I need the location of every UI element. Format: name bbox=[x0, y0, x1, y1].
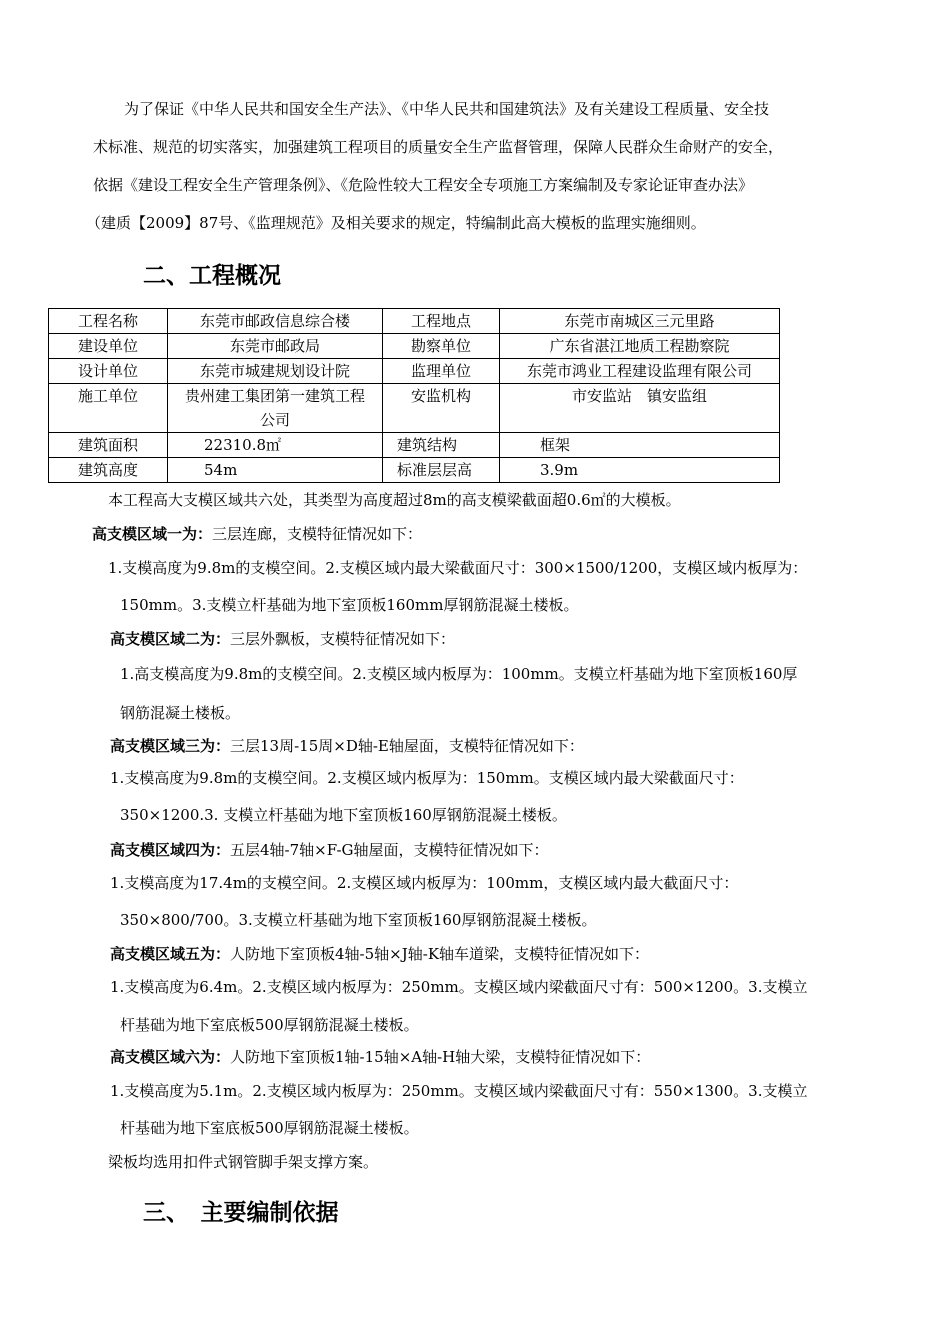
zone-desc: 人防地下室顶板1轴-15轴×A轴-H轴大梁，支模特征情况如下： bbox=[230, 1048, 651, 1066]
table-cell: 监理单位 bbox=[383, 359, 500, 384]
table-cell: 东莞市鸿业工程建设监理有限公司 bbox=[500, 359, 780, 384]
zone-desc: 三层13周-15周×D轴-E轴屋面，支模特征情况如下： bbox=[230, 737, 584, 755]
zone-desc: 人防地下室顶板4轴-5轴×J轴-K轴车道梁，支模特征情况如下： bbox=[230, 945, 650, 963]
table-cell: 建筑结构 bbox=[383, 433, 500, 458]
zone-5-line-2: 杆基础为地下室底板500厚钢筋混凝土楼板。 bbox=[120, 1016, 419, 1034]
zone-label: 高支模区域一为： bbox=[92, 525, 213, 543]
intro-line-3: 依据《建设工程安全生产管理条例》、《危险性较大工程安全专项施工方案编制及专家论证审查办法》 bbox=[93, 176, 754, 194]
zone-desc: 五层4轴-7轴×F-G轴屋面，支模特征情况如下： bbox=[230, 841, 549, 859]
zone-4-line-1: 1.支模高度为17.4m的支模空间。2.支模区域内板厚为：100mm，支模区域内最大截面尺寸： bbox=[110, 874, 739, 892]
table-cell: 安监机构 bbox=[383, 384, 500, 433]
zone-2-line-2: 钢筋混凝土楼板。 bbox=[120, 704, 241, 722]
table-cell: 贵州建工集团第一建筑工程公司 bbox=[168, 384, 383, 433]
zone-2-heading bbox=[110, 629, 455, 649]
table-row bbox=[49, 384, 780, 433]
zone-1-line-2: 150mm。3.支模立杆基础为地下室顶板160mm厚钢筋混凝土楼板。 bbox=[120, 596, 579, 614]
zone-desc: 三层外飘板，支模特征情况如下： bbox=[230, 630, 456, 648]
zone-2-line-1: 1.高支模高度为9.8m的支模空间。2.支模区域内板厚为：100mm。支模立杆基础为地下室顶板160厚 bbox=[120, 665, 798, 683]
section-3-heading: 三、 主要编制依据 bbox=[143, 1200, 339, 1226]
zone-6-line-2: 杆基础为地下室底板500厚钢筋混凝土楼板。 bbox=[120, 1119, 419, 1137]
table-cell: 设计单位 bbox=[49, 359, 168, 384]
zone-desc: 三层连廊，支模特征情况如下： bbox=[212, 525, 423, 543]
intro-line-2: 术标准、规范的切实落实，加强建筑工程项目的质量安全生产监督管理，保障人民群众生命财产的安全， bbox=[93, 138, 784, 156]
table-cell: 勘察单位 bbox=[383, 334, 500, 359]
zone-6-heading bbox=[110, 1047, 650, 1067]
zone-6-line-1: 1.支模高度为5.1m。2.支模区域内板厚为：250mm。支模区域内梁截面尺寸有：550×1300。3.支模立 bbox=[110, 1082, 808, 1100]
intro-line-1: 为了保证《中华人民共和国安全生产法》、《中华人民共和国建筑法》及有关建设工程质量、安全技 bbox=[124, 100, 770, 118]
table-cell: 框架 bbox=[500, 433, 780, 458]
zone-3-heading bbox=[110, 736, 584, 756]
table-cell: 建筑面积 bbox=[49, 433, 168, 458]
summary-text: 本工程高大支模区域共六处，其类型为高度超过8m的高支模梁截面超0.6㎡的大模板。 bbox=[108, 491, 681, 509]
section-2-heading: 二、工程概况 bbox=[143, 263, 281, 289]
table-cell: 东莞市南城区三元里路 bbox=[500, 309, 780, 334]
zone-4-line-2: 350×800/700。3.支模立杆基础为地下室顶板160厚钢筋混凝土楼板。 bbox=[120, 911, 597, 929]
table-row bbox=[49, 334, 780, 359]
table-cell: 建筑高度 bbox=[49, 458, 168, 483]
zone-5-heading bbox=[110, 944, 649, 964]
zone-1-line-1: 1.支模高度为9.8m的支模空间。2.支模区域内最大梁截面尺寸：300×1500/1200，支模区域内板厚为： bbox=[108, 559, 808, 577]
zone-3-line-2: 350×1200.3. 支模立杆基础为地下室顶板160厚钢筋混凝土楼板。 bbox=[120, 806, 567, 824]
zone-label: 高支模区域五为： bbox=[110, 945, 231, 963]
zone-label: 高支模区域四为： bbox=[110, 841, 231, 859]
table-cell: 工程名称 bbox=[49, 309, 168, 334]
table-cell: 东莞市城建规划设计院 bbox=[168, 359, 383, 384]
table-cell: 建设单位 bbox=[49, 334, 168, 359]
zone-1-heading bbox=[92, 524, 422, 544]
intro-line-4: （建质【2009】87号、《监理规范》及相关要求的规定，特编制此高大模板的监理实施细则。 bbox=[86, 214, 706, 232]
table-cell: 市安监站 镇安监组 bbox=[500, 384, 780, 433]
table-row bbox=[49, 359, 780, 384]
table-cell: 施工单位 bbox=[49, 384, 168, 433]
table-cell: 标准层层高 bbox=[383, 458, 500, 483]
project-info-table bbox=[48, 308, 780, 483]
closing-text: 梁板均选用扣件式钢管脚手架支撑方案。 bbox=[108, 1153, 379, 1171]
zone-3-line-1: 1.支模高度为9.8m的支模空间。2.支模区域内板厚为：150mm。支模区域内最大梁截面尺寸： bbox=[110, 769, 744, 787]
table-cell: 3.9m bbox=[500, 458, 780, 483]
table-cell: 广东省湛江地质工程勘察院 bbox=[500, 334, 780, 359]
table-row bbox=[49, 433, 780, 458]
zone-5-line-1: 1.支模高度为6.4m。2.支模区域内板厚为：250mm。支模区域内梁截面尺寸有：500×1200。3.支模立 bbox=[110, 978, 808, 996]
table-cell: 东莞市邮政信息综合楼 bbox=[168, 309, 383, 334]
zone-label: 高支模区域二为： bbox=[110, 630, 231, 648]
zone-label: 高支模区域六为： bbox=[110, 1048, 231, 1066]
table-cell: 22310.8㎡ bbox=[168, 433, 383, 458]
table-row bbox=[49, 309, 780, 334]
table-cell: 54m bbox=[168, 458, 383, 483]
zone-4-heading bbox=[110, 840, 549, 860]
zone-label: 高支模区域三为： bbox=[110, 737, 231, 755]
table-cell: 东莞市邮政局 bbox=[168, 334, 383, 359]
table-cell: 工程地点 bbox=[383, 309, 500, 334]
table-row bbox=[49, 458, 780, 483]
